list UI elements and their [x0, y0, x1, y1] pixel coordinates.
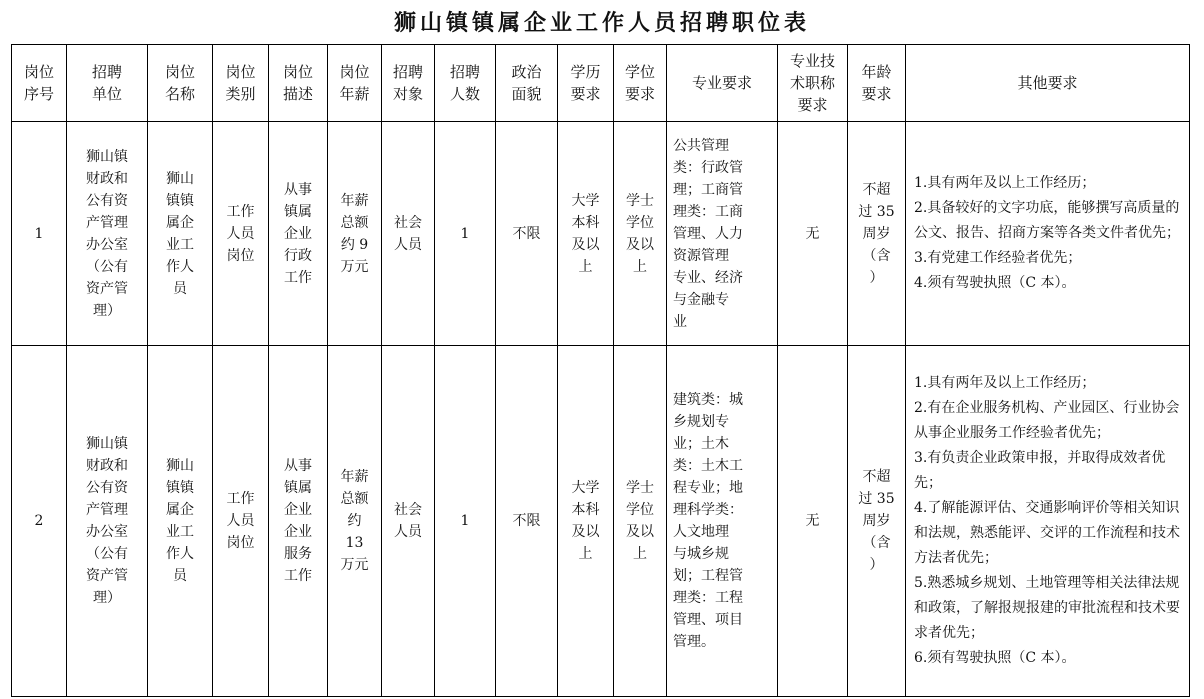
header-cell: 学位 要求: [614, 45, 667, 122]
age-requirement: 不超 过 35 周岁 （含 ）: [848, 346, 906, 697]
professional-title-requirement: 无: [778, 122, 848, 346]
political-status: 不限: [496, 122, 558, 346]
table-row: [12, 346, 1190, 697]
header-cell: 专业要求: [667, 45, 778, 122]
recruitment-target: 社会 人员: [382, 122, 435, 346]
degree-requirement: 学士 学位 及以 上: [614, 346, 667, 697]
header-cell: 招聘 人数: [435, 45, 496, 122]
header-cell: 岗位 序号: [12, 45, 67, 122]
position-description: 从事 镇属 企业 企业 服务 工作: [269, 346, 328, 697]
major-requirement: 建筑类：城 乡规划专 业；土木 类：土木工 程专业；地 理科学类： 人文地理 与城乡规 划；工程管 理类：工程 管理、项目 管理。: [667, 346, 778, 697]
recruiting-unit: 狮山镇 财政和 公有资 产管理 办公室 （公有 资产管 理）: [67, 122, 148, 346]
header-cell: 学历 要求: [558, 45, 614, 122]
education-requirement: 大学 本科 及以 上: [558, 346, 614, 697]
recruitment-table: [11, 44, 1190, 697]
age-requirement: 不超 过 35 周岁 （含 ）: [848, 122, 906, 346]
recruitment-count: 1: [435, 122, 496, 346]
recruiting-unit: 狮山镇 财政和 公有资 产管理 办公室 （公有 资产管 理）: [67, 346, 148, 697]
political-status: 不限: [496, 346, 558, 697]
header-cell: 政治 面貌: [496, 45, 558, 122]
position-description: 从事 镇属 企业 行政 工作: [269, 122, 328, 346]
header-cell: 岗位 名称: [148, 45, 213, 122]
header-cell: 专业技 术职称 要求: [778, 45, 848, 122]
other-requirements: 1.具有两年及以上工作经历； 2.具备较好的文字功底，能够撰写高质量的公文、报告、招商方案等各类文件者优先； 3.有党建工作经验者优先； 4.须有驾驶执照（C 本）。: [906, 122, 1190, 346]
recruitment-count: 1: [435, 346, 496, 697]
header-cell: 招聘 单位: [67, 45, 148, 122]
position-category: 工作 人员 岗位: [213, 346, 269, 697]
other-requirements: 1.具有两年及以上工作经历； 2.有在企业服务机构、产业园区、行业协会从事企业服务工作经验者优先； 3.有负责企业政策申报，并取得成效者优先； 4.了解能源评估、交通影响评价等相关知识和法规，熟悉能评、交评的工作流程和技术方法者优先； 5.熟悉城乡规划、土地管理等相关法律法规和政策，了解报规报建的审批流程和技术要求者优先； 6.须有驾驶执照（C 本）。: [906, 346, 1190, 697]
page-title: 狮山镇镇属企业工作人员招聘职位表: [393, 10, 810, 36]
header-cell: 岗位 年薪: [328, 45, 382, 122]
position-category: 工作 人员 岗位: [213, 122, 269, 346]
position-number: 1: [12, 122, 67, 346]
header-cell: 其他要求: [906, 45, 1190, 122]
header-cell: 招聘 对象: [382, 45, 435, 122]
position-number: 2: [12, 346, 67, 697]
recruitment-target: 社会 人员: [382, 346, 435, 697]
major-requirement: 公共管理 类：行政管 理；工商管 理类：工商 管理、人力 资源管理 专业、经济 与金融专 业: [667, 122, 778, 346]
position-name: 狮山 镇镇 属企 业工 作人 员: [148, 122, 213, 346]
annual-salary: 年薪 总额 约 13 万元: [328, 346, 382, 697]
header-row: [12, 45, 1190, 122]
professional-title-requirement: 无: [778, 346, 848, 697]
position-name: 狮山 镇镇 属企 业工 作人 员: [148, 346, 213, 697]
header-cell: 岗位 描述: [269, 45, 328, 122]
header-cell: 岗位 类别: [213, 45, 269, 122]
annual-salary: 年薪 总额 约 9 万元: [328, 122, 382, 346]
header-cell: 年龄 要求: [848, 45, 906, 122]
table-row: [12, 122, 1190, 346]
degree-requirement: 学士 学位 及以 上: [614, 122, 667, 346]
education-requirement: 大学 本科 及以 上: [558, 122, 614, 346]
